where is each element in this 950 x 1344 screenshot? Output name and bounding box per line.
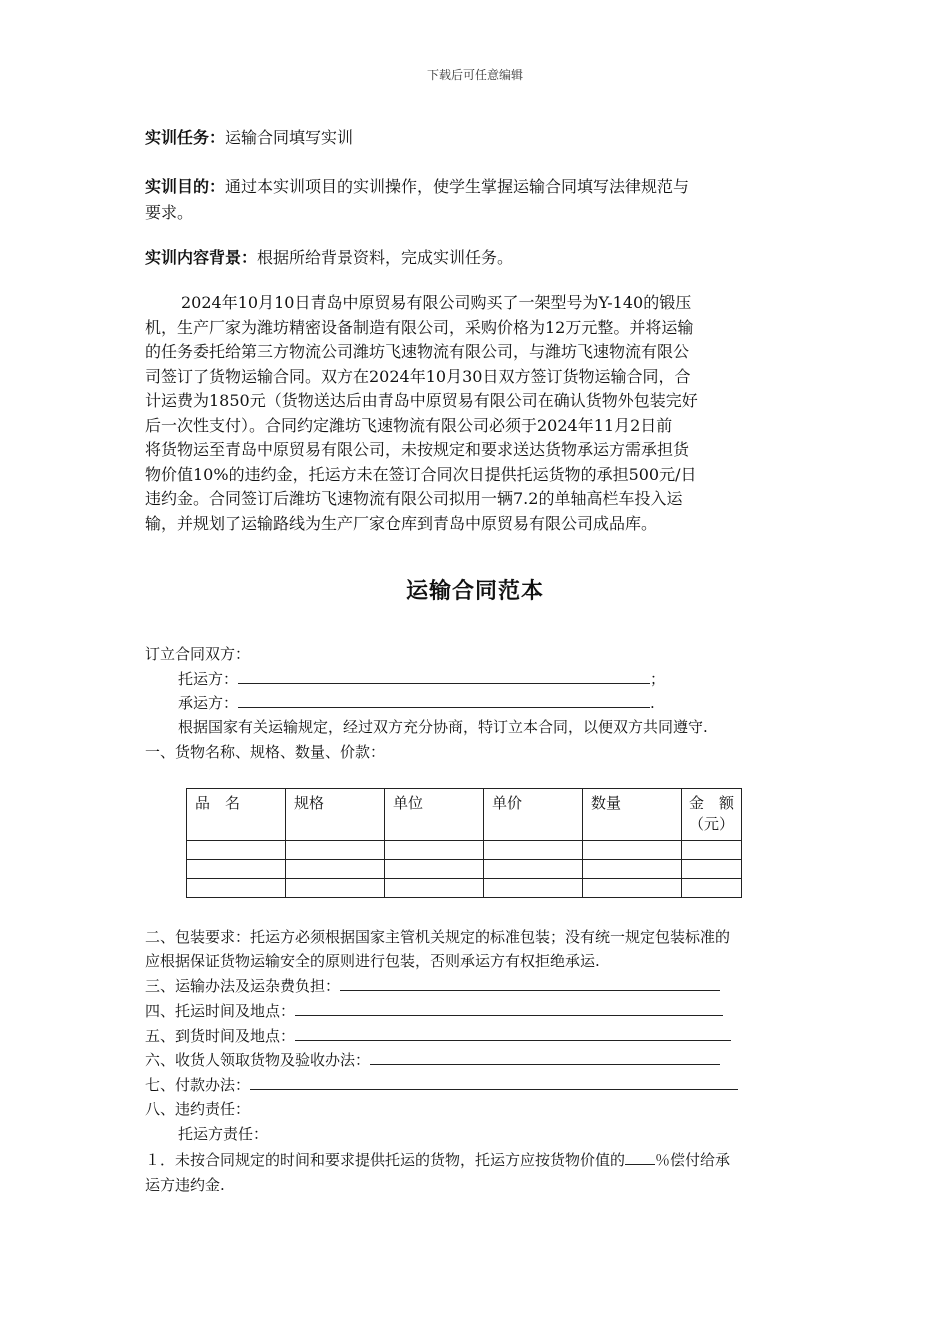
task-label: 实训任务： — [145, 128, 226, 147]
col-qty-header: 数量 — [583, 789, 682, 841]
table-row — [187, 860, 742, 879]
table-cell[interactable] — [682, 879, 742, 898]
shipper-label: 托运方： — [178, 670, 239, 688]
item-7-blank[interactable] — [250, 1075, 738, 1090]
table-cell[interactable] — [385, 860, 484, 879]
table-cell[interactable] — [682, 860, 742, 879]
clause-1-text: １．未按合同规定的时间和要求提供托运的货物，托运方应按货物价值的 — [145, 1151, 626, 1169]
carrier-line — [178, 691, 655, 715]
story-line: 机，生产厂家为潍坊精密设备制造有限公司，采购价格为12万元整。并将运输 — [145, 317, 694, 337]
shipper-blank[interactable] — [238, 669, 650, 684]
table-cell[interactable] — [682, 841, 742, 860]
item-5 — [145, 1024, 731, 1048]
goods-table — [186, 788, 742, 898]
table-cell[interactable] — [583, 860, 682, 879]
story-line: 2024年10月10日青岛中原贸易有限公司购买了一架型号为Y-140的锻压 — [181, 293, 692, 312]
table-cell[interactable] — [385, 841, 484, 860]
story-line: 违约金。合同签订后潍坊飞速物流有限公司拟用一辆7.2的单轴高栏车投入运 — [145, 489, 683, 508]
item-2-line1: 二、包装要求：托运方必须根据国家主管机关规定的标准包装；没有统一规定包装标准的 — [145, 928, 731, 946]
background-story — [145, 291, 810, 536]
item-4-label: 四、托运时间及地点： — [145, 1002, 296, 1020]
story-line: 的任务委托给第三方物流公司潍坊飞速物流有限公司，与潍坊飞速物流有限公 — [145, 342, 690, 361]
goal-paragraph — [145, 174, 810, 226]
table-cell[interactable] — [484, 860, 583, 879]
item-5-label: 五、到货时间及地点： — [145, 1027, 296, 1045]
col-amount-header — [682, 789, 742, 841]
item-3-blank[interactable] — [340, 976, 720, 991]
item-4-blank[interactable] — [295, 1001, 723, 1016]
contract-title: 运输合同范本 — [405, 579, 544, 604]
carrier-label: 承运方： — [178, 694, 239, 712]
background-value: 根据所给背景资料，完成实训任务。 — [257, 248, 514, 267]
item-4 — [145, 999, 723, 1023]
story-line: 输，并规划了运输路线为生产厂家仓库到青岛中原贸易有限公司成品库。 — [145, 513, 658, 533]
item-1: 一、货物名称、规格、数量、价款： — [145, 743, 386, 761]
table-cell[interactable] — [484, 879, 583, 898]
amount-header-line1: 金 额 — [688, 794, 734, 812]
col-spec-header: 规格 — [286, 789, 385, 841]
table-cell[interactable] — [187, 841, 286, 860]
preamble: 根据国家有关运输规定，经过双方充分协商，特订立本合同，以便双方共同遵守. — [178, 718, 708, 736]
story-line: 将货物运至青岛中原贸易有限公司，未按规定和要求送达货物承运方需承担货 — [145, 440, 690, 459]
table-cell[interactable] — [187, 860, 286, 879]
clause-1-line2: 运方违约金. — [145, 1176, 225, 1194]
item-6 — [145, 1048, 720, 1072]
clause-1 — [145, 1148, 730, 1172]
goal-label: 实训目的： — [145, 177, 226, 196]
item-2-line2: 应根据保证货物运输安全的原则进行包装，否则承运方有权拒绝承运. — [145, 952, 600, 970]
parties-intro: 订立合同双方： — [145, 645, 251, 663]
story-line: 司签订了货物运输合同。双方在2024年10月30日双方签订货物运输合同，合 — [145, 366, 691, 386]
item-6-label: 六、收货人领取货物及验收办法： — [145, 1051, 371, 1069]
table-cell[interactable] — [583, 879, 682, 898]
col-name-header: 品 名 — [187, 789, 286, 841]
header-note: 下载后可任意编辑 — [426, 68, 523, 82]
item-7-label: 七、付款办法： — [145, 1076, 251, 1094]
carrier-end: . — [650, 694, 655, 712]
col-price-header: 单价 — [484, 789, 583, 841]
story-line: 后一次性支付）。合同约定潍坊飞速物流有限公司必须于2024年11月2日前 — [145, 415, 673, 435]
goal-value-cont: 要求。 — [145, 203, 194, 222]
background-line — [145, 245, 513, 271]
table-cell[interactable] — [286, 860, 385, 879]
item-3 — [145, 974, 720, 998]
col-unit-header: 单位 — [385, 789, 484, 841]
table-row — [187, 879, 742, 898]
item-6-blank[interactable] — [370, 1050, 720, 1065]
amount-header-line2: （元） — [688, 815, 734, 833]
table-cell[interactable] — [286, 879, 385, 898]
shipper-duty: 托运方责任： — [178, 1125, 269, 1143]
table-header-row — [187, 789, 742, 841]
table-cell[interactable] — [583, 841, 682, 860]
background-label: 实训内容背景： — [145, 248, 258, 267]
item-8: 八、违约责任： — [145, 1100, 251, 1118]
item-3-label: 三、运输办法及运杂费负担： — [145, 977, 341, 995]
table-cell[interactable] — [187, 879, 286, 898]
table-cell[interactable] — [484, 841, 583, 860]
clause-1-text-end: ％偿付给承 — [655, 1151, 731, 1169]
shipper-end: ； — [650, 670, 666, 688]
task-line — [145, 125, 353, 151]
shipper-line — [178, 667, 665, 691]
table-cell[interactable] — [286, 841, 385, 860]
item-7 — [145, 1073, 738, 1097]
story-line: 物价值10%的违约金，托运方未在签订合同次日提供托运货物的承担500元/日 — [145, 464, 697, 484]
clause-1-percent-blank[interactable] — [625, 1150, 655, 1165]
goal-value: 通过本实训项目的实训操作，使学生掌握运输合同填写法律规范与 — [225, 177, 690, 196]
table-cell[interactable] — [385, 879, 484, 898]
carrier-blank[interactable] — [238, 693, 650, 708]
story-line: 计运费为1850元（货物送达后由青岛中原贸易有限公司在确认货物外包装完好 — [145, 391, 698, 410]
table-row — [187, 841, 742, 860]
task-value: 运输合同填写实训 — [225, 128, 354, 147]
item-5-blank[interactable] — [295, 1026, 731, 1041]
